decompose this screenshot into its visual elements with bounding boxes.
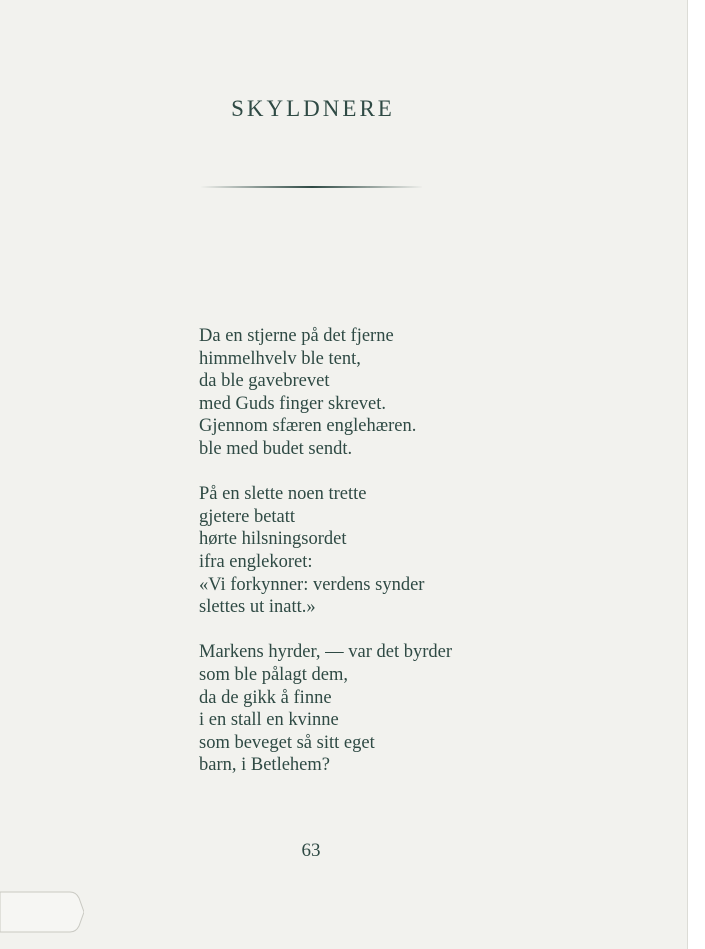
library-label-tab [0, 890, 84, 934]
page-edge [688, 0, 705, 949]
poem-line: På en slette noen trette [199, 484, 367, 505]
poem-line: «Vi forkynner: verdens synder [199, 574, 425, 595]
poem-line: i en stall en kvinne [199, 710, 339, 731]
poem-line: Markens hyrder, — var det byrder [199, 642, 453, 663]
poem-line: som ble pålagt dem, [199, 664, 348, 685]
poem-line: himmelhvelv ble tent, [199, 348, 361, 369]
poem-line: ifra englekoret: [199, 551, 313, 572]
poem-line: slettes ut inatt.» [199, 597, 316, 618]
poem-body [199, 325, 619, 777]
poem-line: ble med budet sendt. [199, 438, 353, 459]
poem-line: hørte hilsningsordet [199, 529, 347, 550]
poem-line: Da en stjerne på det fjerne [199, 326, 394, 346]
page-number: 63 [301, 840, 321, 861]
poem-line: barn, i Betlehem? [199, 755, 330, 776]
poem-line: Gjennom sfæren englehæren. [199, 416, 417, 437]
stanza [199, 641, 619, 777]
poem-title: SKYLDNERE [231, 96, 395, 121]
poem-line: som beveget så sitt eget [199, 732, 375, 753]
title-ornament-rule [200, 186, 424, 188]
poem-line: da de gikk å finne [199, 687, 332, 708]
poem-line: med Guds finger skrevet. [199, 393, 387, 414]
stanza [199, 325, 619, 461]
poem-line: gjetere betatt [199, 506, 296, 527]
stanza [199, 483, 619, 619]
poem-line: da ble gavebrevet [199, 371, 330, 392]
